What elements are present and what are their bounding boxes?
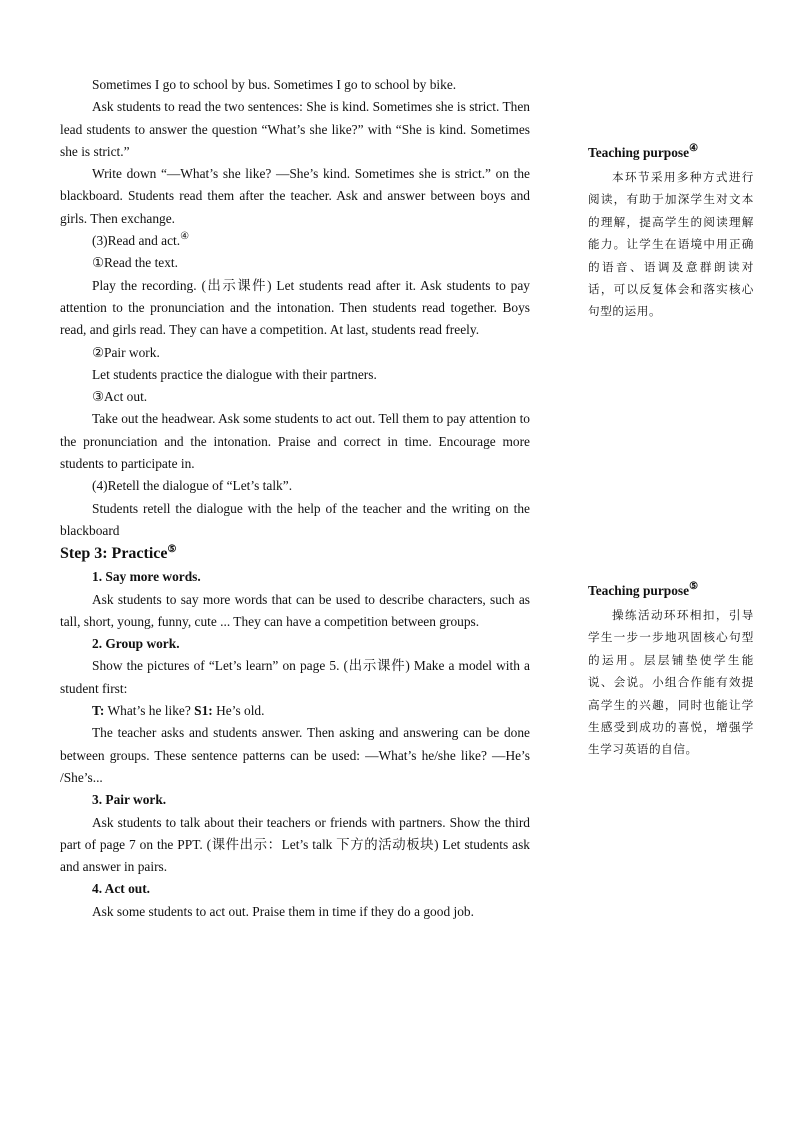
heading-retell: (4)Retell the dialogue of “Let’s talk”. (92, 478, 293, 494)
heading-read-and-act-text: (3)Read and act. (92, 233, 181, 249)
main-column (60, 74, 530, 923)
side-note-4-mark: ④ (689, 143, 699, 154)
side-note-4-title (588, 142, 754, 164)
step-3-heading (60, 542, 530, 566)
heading-pair-work-2: 3. Pair work. (92, 792, 167, 808)
paragraph-talk-partners: Ask students to talk about their teachers or friends with partners. Show the third part of page 7 on the PPT. (课件出示：Let’s talk 下方的活动板块) Let students ask and answer in pairs. (60, 814, 530, 875)
teacher-line: What’s he like? (104, 703, 195, 719)
heading-say-more-words: 1. Say more words. (92, 569, 201, 585)
side-note-5-text: 操练活动环环相扣，引导学生一步一步地巩固核心句型的运用。层层铺垫使学生能说、会说。小组合作能有效提高学生的兴趣，同时也能让学生感受到成功的喜悦，增强学生学习英语的自信。 (588, 608, 754, 757)
side-note-5-mark: ⑤ (689, 581, 699, 592)
dialogue-line (60, 700, 530, 722)
paragraph-show-pictures: Show the pictures of “Let’s learn” on page 5. (出示课件) Make a model with a student first: (60, 658, 530, 696)
paragraph-headwear: Take out the headwear. Ask some students to act out. Tell them to pay attention to the pronunciation and the intonation. Praise and correct in time. Encourage more students to participate in. (60, 411, 530, 472)
side-note-4 (588, 142, 754, 323)
heading-group-work: 2. Group work. (92, 636, 180, 652)
paragraph-practice-dialogue: Let students practice the dialogue with their partners. (92, 366, 377, 382)
step-3-title: Step 3: Practice (60, 545, 168, 563)
footnote-mark-5: ⑤ (167, 544, 177, 556)
paragraph-retell: Students retell the dialogue with the help of the teacher and the writing on the blackboard (60, 500, 530, 538)
student-line: He’s old. (212, 703, 265, 719)
side-note-5 (588, 580, 754, 761)
paragraph-teacher-asks: The teacher asks and students answer. Then asking and answering can be done between groups. These sentence patterns can be used: —What’s he/she like? —He’s /She’s... (60, 725, 530, 785)
side-note-5-title-text: Teaching purpose (588, 583, 690, 598)
paragraph-play-recording: Play the recording. (出示课件) Let students read after it. Ask students to pay attention to the pronunciation and the intonation. Then students read together. Boys read, and girls read. They can have a competition. At last, students read freely. (60, 277, 530, 338)
speaker-teacher: T: (92, 703, 105, 719)
heading-act-out: ③Act out. (92, 389, 148, 405)
side-note-5-title (588, 580, 754, 602)
heading-read-and-act (60, 230, 530, 252)
speaker-student: S1: (194, 703, 213, 719)
heading-act-out-2: 4. Act out. (92, 881, 151, 897)
paragraph-read-sentences: Ask students to read the two sentences: She is kind. Sometimes she is strict. Then lead students to answer the question “What’s she like?” with “She is kind. Sometimes she is strict.” (60, 99, 530, 159)
side-note-4-title-text: Teaching purpose (588, 145, 690, 160)
heading-pair-work: ②Pair work. (92, 344, 160, 360)
paragraph-say-more-words: Ask students to say more words that can be used to describe characters, such as tall, short, young, funny, cute ... They can have a competition between groups. (60, 591, 530, 629)
paragraph-bus-bike: Sometimes I go to school by bus. Sometimes I go to school by bike. (92, 77, 457, 92)
side-note-4-text: 本环节采用多种方式进行阅读，有助于加深学生对文本的理解，提高学生的阅读理解能力。让学生在语境中用正确的语音、语调及意群朗读对话，可以反复体会和落实核心句型的运用。 (588, 170, 754, 319)
footnote-mark-4: ④ (180, 231, 190, 243)
paragraph-praise: Ask some students to act out. Praise them in time if they do a good job. (92, 903, 474, 919)
heading-read-text: ①Read the text. (92, 255, 178, 271)
paragraph-write-down: Write down “—What’s she like? —She’s kind. Sometimes she is strict.” on the blackboard. Students read them after the teacher. Ask and answer between boys and girls. Then exchange. (60, 166, 530, 226)
